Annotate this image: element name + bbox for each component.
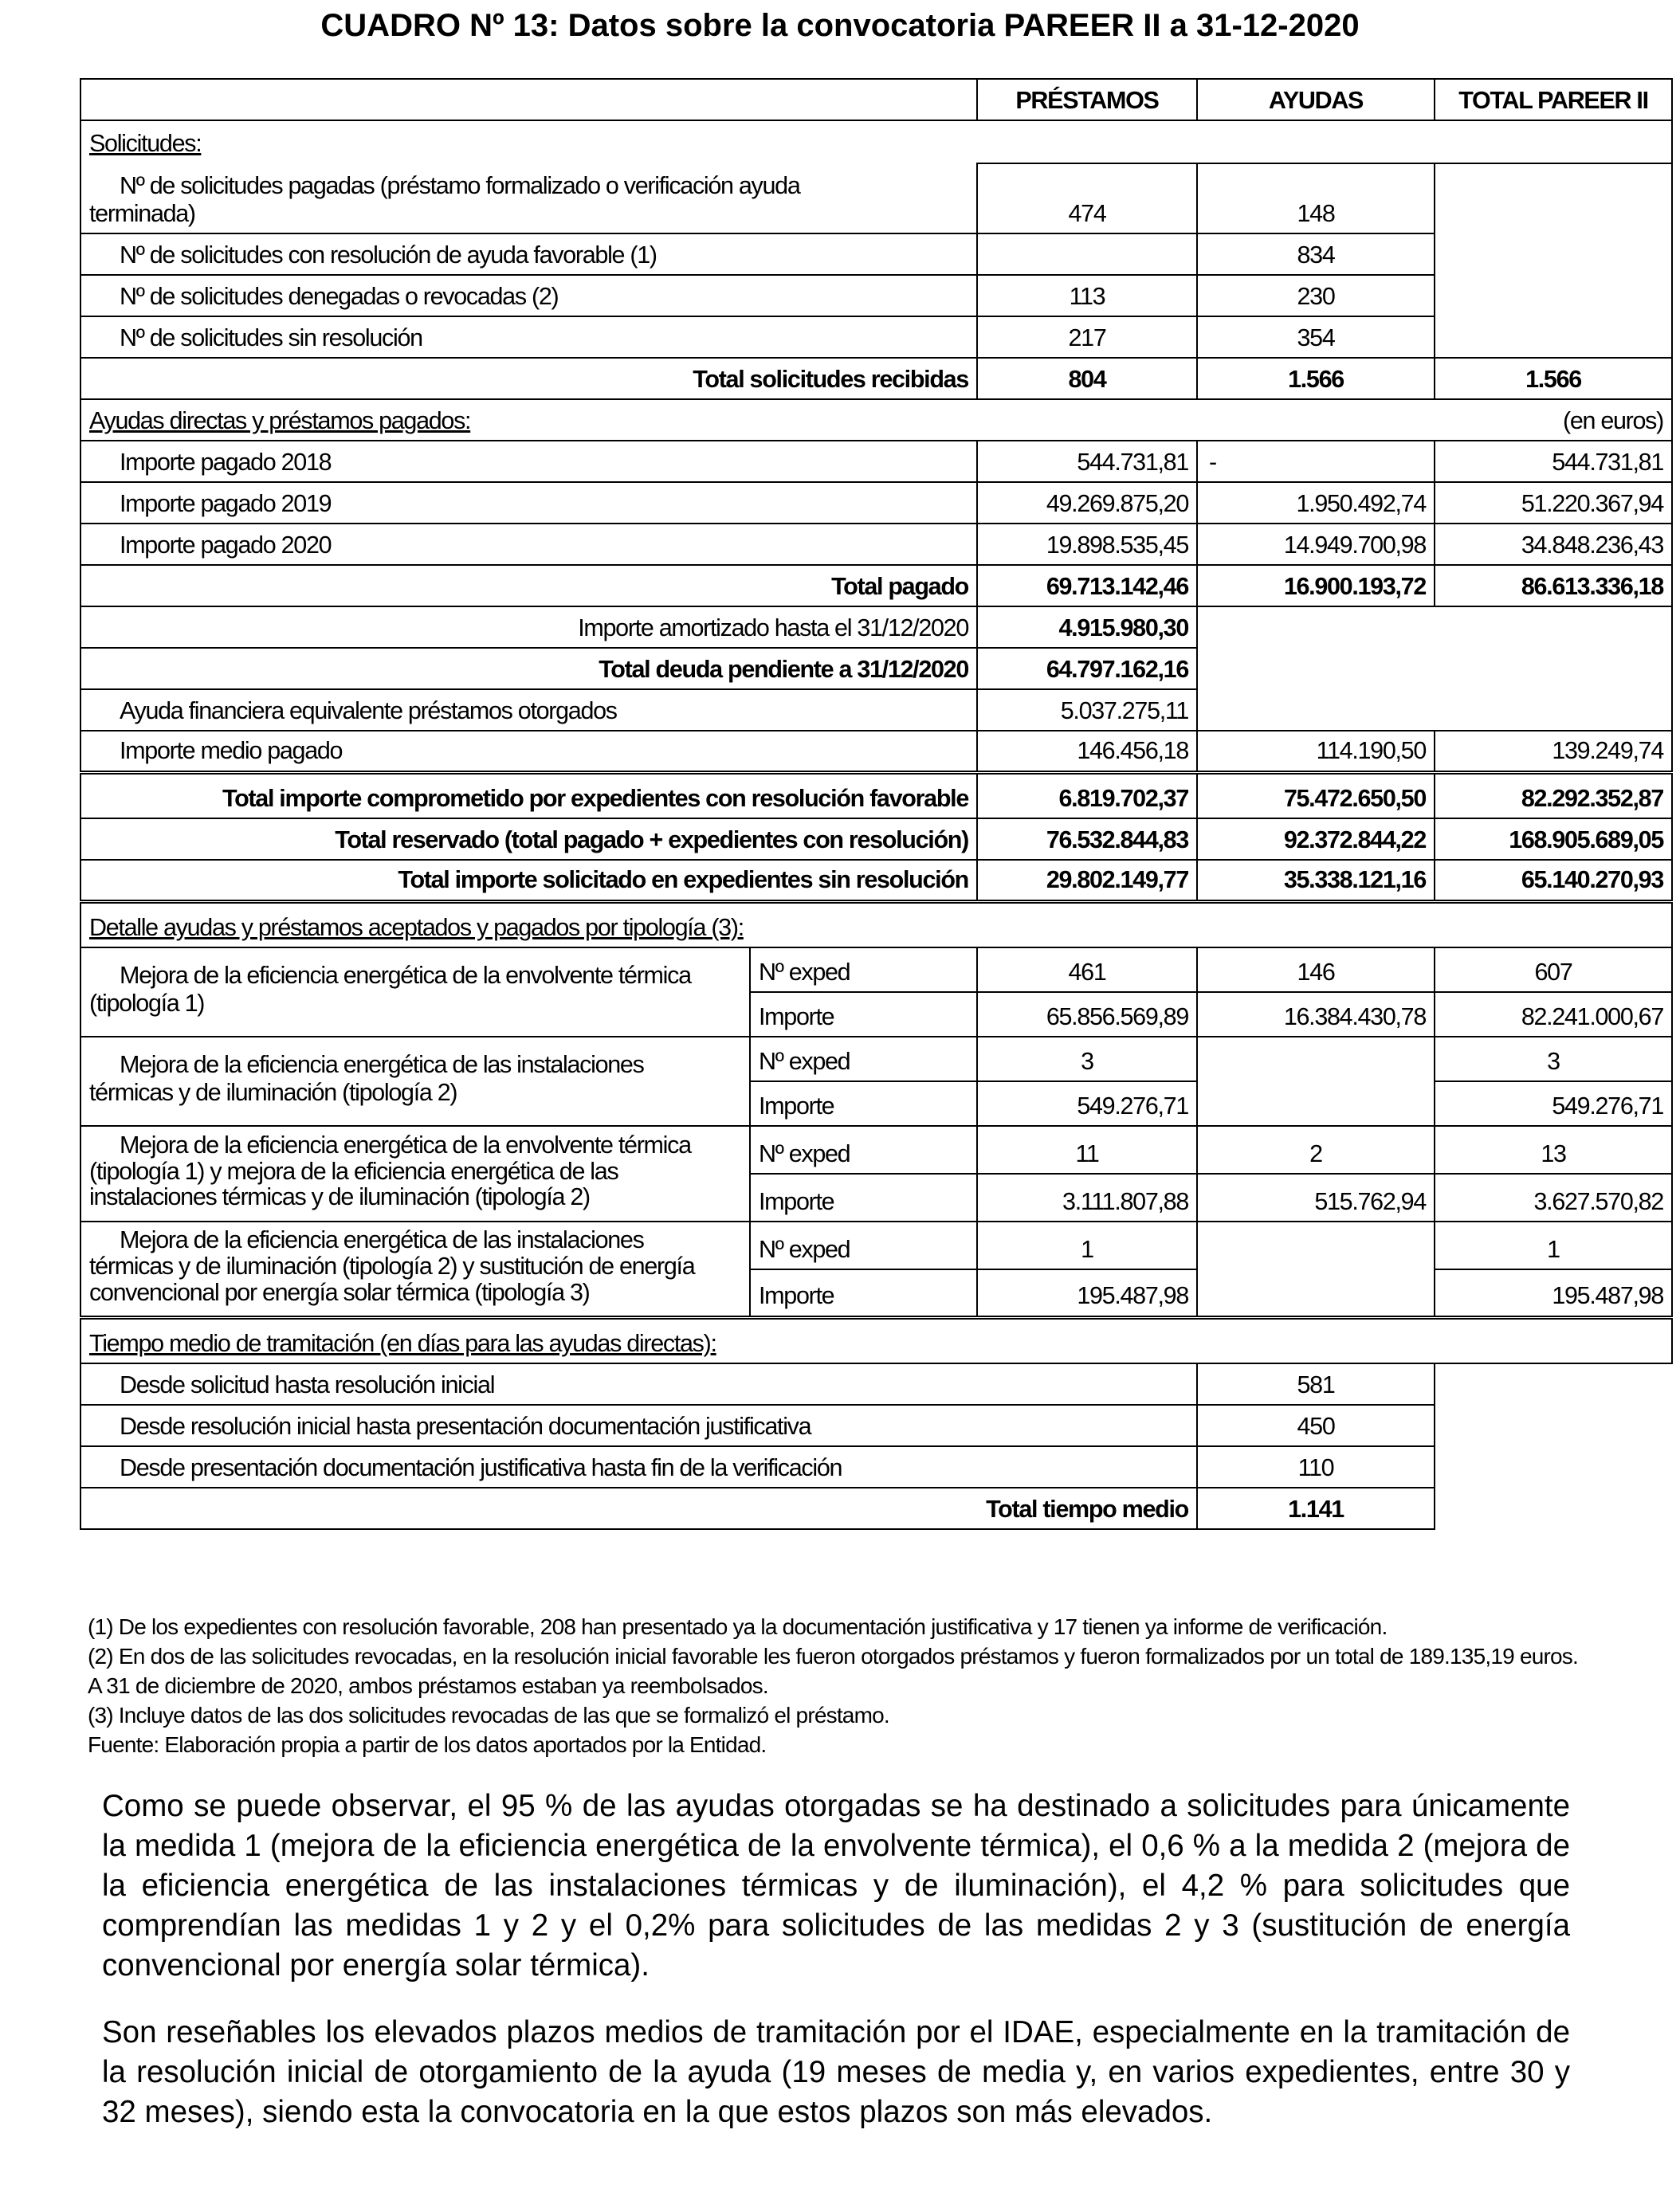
row-label: Importe pagado 2019 bbox=[80, 482, 977, 524]
row-label: Nº de solicitudes sin resolución bbox=[80, 316, 977, 358]
cell-ayudas: 1.141 bbox=[1197, 1488, 1435, 1529]
total-row bbox=[80, 818, 1672, 860]
row-label: Total tiempo medio bbox=[80, 1488, 1197, 1529]
cell-prestamos: 64.797.162,16 bbox=[977, 648, 1197, 689]
solicitudes-heading-row bbox=[80, 120, 1672, 163]
table-row bbox=[80, 163, 1672, 233]
cell-prestamos: 6.819.702,37 bbox=[977, 772, 1197, 818]
cell-ayudas: 1.566 bbox=[1197, 358, 1435, 399]
cell-ayudas: 114.190,50 bbox=[1197, 731, 1435, 772]
row-label-line: Nº de solicitudes pagadas (préstamo formalizado o verificación ayuda bbox=[120, 171, 800, 199]
row-label: Desde solicitud hasta resolución inicial bbox=[80, 1363, 1197, 1405]
header-prestamos: PRÉSTAMOS bbox=[977, 79, 1197, 120]
row-label bbox=[80, 163, 977, 233]
cell-total: 13 bbox=[1435, 1126, 1672, 1174]
cell-prestamos: 65.856.569,89 bbox=[977, 992, 1197, 1037]
cell-prestamos: 113 bbox=[977, 275, 1197, 316]
row-label: Total importe solicitado en expedientes sin resolución bbox=[80, 860, 977, 901]
tiempo-heading: Tiempo medio de tramitación (en días para las ayudas directas): bbox=[80, 1317, 1672, 1363]
cell-prestamos: 4.915.980,30 bbox=[977, 606, 1197, 648]
solicitudes-heading: Solicitudes: bbox=[80, 120, 1672, 163]
paragraph-2: Son reseñables los elevados plazos medios de tramitación por el IDAE, especialmente en la tramitación de la resolución inicial de otorgamiento de la ayuda (19 meses de media y, en varios expedientes, entre 30 y 32 meses), siendo esta la convocatoria en la que estos plazos son más elevados. bbox=[102, 2015, 1570, 2130]
row-label: Importe pagado 2020 bbox=[80, 524, 977, 565]
header-ayudas: AYUDAS bbox=[1197, 79, 1435, 120]
cell-ayudas: 92.372.844,22 bbox=[1197, 818, 1435, 860]
cell-total-empty bbox=[1435, 163, 1672, 358]
row-label: Total reservado (total pagado + expedientes con resolución) bbox=[80, 818, 977, 860]
cell-ayudas-empty bbox=[1197, 1222, 1435, 1317]
table-row bbox=[80, 1037, 1672, 1081]
cell-ayudas: 515.762,94 bbox=[1197, 1174, 1435, 1222]
cell-total: 195.487,98 bbox=[1435, 1269, 1672, 1317]
row-label: Ayuda financiera equivalente préstamos otorgados bbox=[80, 689, 977, 731]
row-label: Total pagado bbox=[80, 565, 977, 606]
table-notes bbox=[88, 1613, 1578, 1760]
row-label-line: térmicas y de iluminación (tipología 2) y sustitución de energía bbox=[89, 1252, 695, 1280]
cell-prestamos: 49.269.875,20 bbox=[977, 482, 1197, 524]
importe-label: Importe bbox=[750, 1081, 977, 1126]
cell-prestamos: 76.532.844,83 bbox=[977, 818, 1197, 860]
cell-total: 82.241.000,67 bbox=[1435, 992, 1672, 1037]
row-label: Nº de solicitudes con resolución de ayuda favorable (1) bbox=[80, 233, 977, 275]
header-row bbox=[80, 79, 1672, 120]
cell-prestamos: 217 bbox=[977, 316, 1197, 358]
source-note: Fuente: Elaboración propia a partir de los datos aportados por la Entidad. bbox=[88, 1732, 767, 1757]
row-label: Total importe comprometido por expedientes con resolución favorable bbox=[80, 772, 977, 818]
cell-ayudas: 35.338.121,16 bbox=[1197, 860, 1435, 901]
importe-label: Importe bbox=[750, 1174, 977, 1222]
total-row bbox=[80, 565, 1672, 606]
total-row bbox=[80, 358, 1672, 399]
cell-prestamos: 804 bbox=[977, 358, 1197, 399]
cell-prestamos: 195.487,98 bbox=[977, 1269, 1197, 1317]
table-row bbox=[80, 316, 1672, 358]
note-2: (2) En dos de las solicitudes revocadas, en la resolución inicial favorable les fueron otorgados préstamos y fueron formalizados por un total de 189.135,19 euros. A 31 de diciembre de 2020, ambos préstamos estaban ya reembolsados. bbox=[88, 1643, 1578, 1698]
header-blank bbox=[80, 79, 977, 120]
total-row bbox=[80, 1488, 1672, 1529]
row-label-line: (tipología 1) y mejora de la eficiencia energética de las bbox=[89, 1157, 618, 1185]
row-label-line: terminada) bbox=[89, 199, 195, 227]
table-row bbox=[80, 947, 1672, 992]
cell-ayudas: 834 bbox=[1197, 233, 1435, 275]
cell-total: 3 bbox=[1435, 1037, 1672, 1081]
cell-total: 549.276,71 bbox=[1435, 1081, 1672, 1126]
row-label-line: convencional por energía solar térmica (tipología 3) bbox=[89, 1278, 590, 1306]
cell-total: 51.220.367,94 bbox=[1435, 482, 1672, 524]
cell-ayudas: 354 bbox=[1197, 316, 1435, 358]
cell-total: 86.613.336,18 bbox=[1435, 565, 1672, 606]
cell-total-empty bbox=[1435, 1363, 1672, 1529]
cell-prestamos: 19.898.535,45 bbox=[977, 524, 1197, 565]
cell-ayudas: 450 bbox=[1197, 1405, 1435, 1446]
row-label: Importe medio pagado bbox=[80, 731, 977, 772]
row-label-line: Mejora de la eficiencia energética de las instalaciones bbox=[120, 1050, 644, 1078]
row-label-line: Mejora de la eficiencia energética de la envolvente térmica bbox=[120, 961, 691, 989]
cell-ayudas: 1.950.492,74 bbox=[1197, 482, 1435, 524]
row-label-line: térmicas y de iluminación (tipología 2) bbox=[89, 1079, 457, 1106]
cell-total: 65.140.270,93 bbox=[1435, 860, 1672, 901]
row-label: Importe amortizado hasta el 31/12/2020 bbox=[80, 606, 977, 648]
cell-total: 544.731,81 bbox=[1435, 441, 1672, 482]
cell-ayudas: 581 bbox=[1197, 1363, 1435, 1405]
table-row bbox=[80, 606, 1672, 648]
tiempo-heading-row bbox=[80, 1317, 1672, 1363]
paragraph-1: Como se puede observar, el 95 % de las ayudas otorgadas se ha destinado a solicitudes para únicamente la medida 1 (mejora de la eficiencia energética de la envolvente térmica), el 0,6 % a la medida 2 (mejora de la eficiencia energética de las instalaciones térmicas y de iluminación), el 4,2 % para solicitudes que comprendían las medidas 1 y 2 y el 0,2% para solicitudes de las medidas 2 y 3 (sustitución de energía convencional por energía solar térmica). bbox=[102, 1789, 1570, 1983]
cell-prestamos: 69.713.142,46 bbox=[977, 565, 1197, 606]
row-label: Nº de solicitudes denegadas o revocadas (2) bbox=[80, 275, 977, 316]
cell-ayudas: 14.949.700,98 bbox=[1197, 524, 1435, 565]
cell-ayudas: 16.384.430,78 bbox=[1197, 992, 1435, 1037]
tipologia-heading-row bbox=[80, 901, 1672, 947]
table-row bbox=[80, 1446, 1672, 1488]
cell-ayudas: 110 bbox=[1197, 1446, 1435, 1488]
row-label: Desde resolución inicial hasta presentación documentación justificativa bbox=[80, 1405, 1197, 1446]
cell-prestamos: 11 bbox=[977, 1126, 1197, 1174]
header-total: TOTAL PAREER II bbox=[1435, 79, 1672, 120]
cell-ayudas: - bbox=[1197, 441, 1435, 482]
table-row bbox=[80, 1363, 1672, 1405]
cell-prestamos: 544.731,81 bbox=[977, 441, 1197, 482]
table-row bbox=[80, 1222, 1672, 1269]
nexp-label: Nº exped bbox=[750, 1037, 977, 1081]
cell-ayudas: 2 bbox=[1197, 1126, 1435, 1174]
total-row bbox=[80, 772, 1672, 818]
cell-prestamos: 3.111.807,88 bbox=[977, 1174, 1197, 1222]
table-row bbox=[80, 1405, 1672, 1446]
row-label-line: (tipología 1) bbox=[89, 990, 205, 1017]
total-row bbox=[80, 860, 1672, 901]
cell-prestamos: 1 bbox=[977, 1222, 1197, 1269]
cell-total: 82.292.352,87 bbox=[1435, 772, 1672, 818]
table-row bbox=[80, 233, 1672, 275]
cell-ayudas: 148 bbox=[1197, 163, 1435, 233]
table-row bbox=[80, 482, 1672, 524]
cell-total: 1 bbox=[1435, 1222, 1672, 1269]
pagos-heading-row bbox=[80, 399, 1672, 441]
row-label: Total deuda pendiente a 31/12/2020 bbox=[80, 648, 977, 689]
cell-total: 34.848.236,43 bbox=[1435, 524, 1672, 565]
tipologia-1-label bbox=[80, 947, 750, 1037]
tipologia-2-label bbox=[80, 1037, 750, 1126]
note-1: (1) De los expedientes con resolución favorable, 208 han presentado ya la documentación justificativa y 17 tienen ya informe de verificación. bbox=[88, 1614, 1388, 1639]
table-title: CUADRO Nº 13: Datos sobre la convocatoria PAREER II a 31-12-2020 bbox=[320, 8, 1360, 43]
nexp-label: Nº exped bbox=[750, 1222, 977, 1269]
cell-prestamos: 29.802.149,77 bbox=[977, 860, 1197, 901]
tipologia-4-label bbox=[80, 1222, 750, 1317]
cell-ayudas-empty bbox=[1197, 1037, 1435, 1126]
pareer-data-table bbox=[80, 78, 1673, 1530]
cell-prestamos: 3 bbox=[977, 1037, 1197, 1081]
cell-prestamos bbox=[977, 233, 1197, 275]
cell-prestamos: 461 bbox=[977, 947, 1197, 992]
cell-ayudas: 75.472.650,50 bbox=[1197, 772, 1435, 818]
pagos-heading: Ayudas directas y préstamos pagados: bbox=[80, 399, 1435, 441]
table-row bbox=[80, 1126, 1672, 1174]
cell-total: 168.905.689,05 bbox=[1435, 818, 1672, 860]
cell-total: 607 bbox=[1435, 947, 1672, 992]
cell-prestamos: 146.456,18 bbox=[977, 731, 1197, 772]
row-label-line: Mejora de la eficiencia energética de las instalaciones bbox=[120, 1226, 644, 1253]
row-label: Total solicitudes recibidas bbox=[80, 358, 977, 399]
cell-total: 139.249,74 bbox=[1435, 731, 1672, 772]
cell-ayudas: 230 bbox=[1197, 275, 1435, 316]
cell-prestamos: 474 bbox=[977, 163, 1197, 233]
cell-empty bbox=[1197, 606, 1672, 731]
pagos-unit: (en euros) bbox=[1435, 399, 1672, 441]
tipologia-heading: Detalle ayudas y préstamos aceptados y pagados por tipología (3): bbox=[80, 901, 1672, 947]
importe-label: Importe bbox=[750, 992, 977, 1037]
row-label-line: Mejora de la eficiencia energética de la envolvente térmica bbox=[120, 1131, 691, 1159]
table-row bbox=[80, 441, 1672, 482]
nexp-label: Nº exped bbox=[750, 947, 977, 992]
note-3: (3) Incluye datos de las dos solicitudes revocadas de las que se formalizó el préstamo. bbox=[88, 1702, 889, 1728]
cell-prestamos: 549.276,71 bbox=[977, 1081, 1197, 1126]
importe-label: Importe bbox=[750, 1269, 977, 1317]
row-label-line: instalaciones térmicas y de iluminación (tipología 2) bbox=[89, 1183, 590, 1211]
cell-ayudas: 16.900.193,72 bbox=[1197, 565, 1435, 606]
row-label: Desde presentación documentación justificativa hasta fin de la verificación bbox=[80, 1446, 1197, 1488]
table-row bbox=[80, 524, 1672, 565]
cell-ayudas: 146 bbox=[1197, 947, 1435, 992]
tipologia-3-label bbox=[80, 1126, 750, 1222]
table-row bbox=[80, 275, 1672, 316]
nexp-label: Nº exped bbox=[750, 1126, 977, 1174]
row-label: Importe pagado 2018 bbox=[80, 441, 977, 482]
cell-total: 1.566 bbox=[1435, 358, 1672, 399]
cell-total: 3.627.570,82 bbox=[1435, 1174, 1672, 1222]
cell-prestamos: 5.037.275,11 bbox=[977, 689, 1197, 731]
table-row bbox=[80, 731, 1672, 772]
